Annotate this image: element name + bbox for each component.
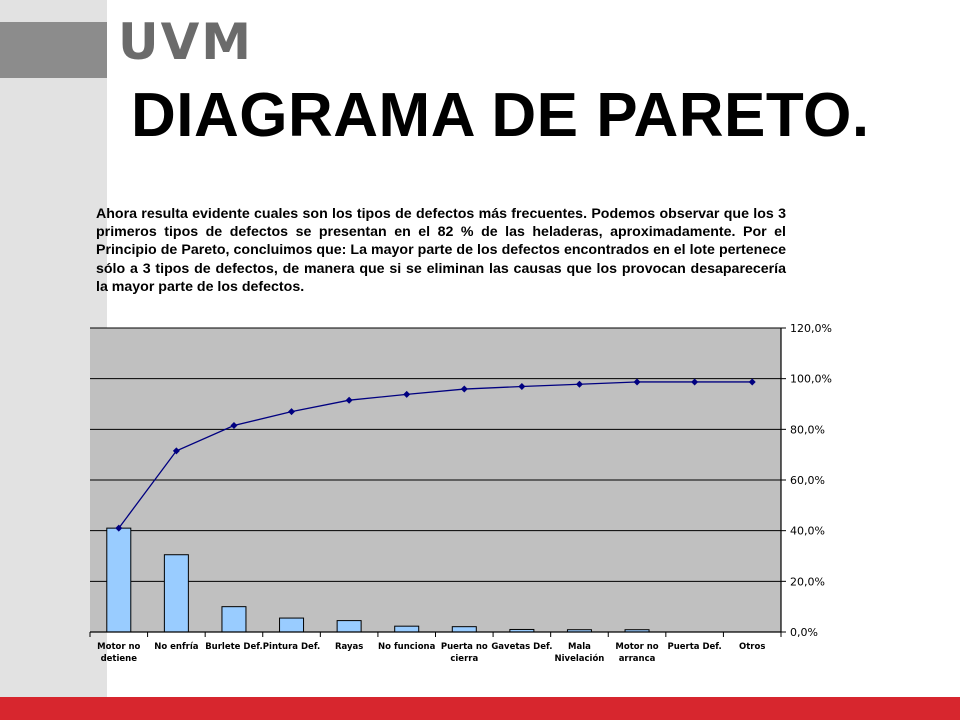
- x-tick-labels: [97, 642, 765, 664]
- x-tick-label: Motor no: [615, 642, 659, 652]
- y-tick-label: 40,0%: [790, 524, 825, 538]
- x-tick-label: Mala: [568, 642, 591, 652]
- bar: [107, 528, 131, 632]
- x-tick-label: Pintura Def.: [262, 642, 321, 652]
- x-tick-label: Puerta Def.: [667, 642, 722, 652]
- y-tick-label: 80,0%: [790, 423, 825, 437]
- y-tick-label: 0,0%: [790, 626, 818, 639]
- bar: [222, 607, 246, 632]
- x-tick-label: Nivelación: [554, 654, 605, 664]
- x-tick-label: Motor no: [97, 642, 141, 652]
- y-tick-label: 120,0%: [790, 322, 832, 335]
- y-tick-labels: [790, 322, 832, 639]
- x-tick-label: No funciona: [378, 642, 436, 652]
- bar: [395, 626, 419, 632]
- x-tick-label: Otros: [739, 642, 766, 652]
- x-tick-label: arranca: [618, 654, 656, 664]
- x-tick-label: Rayas: [334, 642, 364, 652]
- y-tick-label: 60,0%: [790, 474, 825, 487]
- y-tick-label: 20,0%: [790, 575, 825, 589]
- x-tick-label: Puerta no: [440, 642, 488, 652]
- bar: [337, 621, 361, 632]
- slide-body-text: Ahora resulta evidente cuales son los tipos de defectos más frecuentes. Podemos observar que los 3 primeros tipos de defectos se presentan en el 82 % de las heladeras, aproximadamente. Por el Principio de Pareto, concluimos que: La mayor parte de los defectos encontrados en el lote pertenece sólo a 3 tipos de defectos, de manera que si se eliminan las causas que los provocan desaparecería la mayor parte de los defectos.: [96, 206, 786, 295]
- bar: [280, 618, 304, 632]
- slide-title: DIAGRAMA DE PARETO.: [131, 81, 870, 150]
- x-tick-label: Gavetas Def.: [491, 642, 553, 652]
- uvm-logo: UVM: [118, 13, 254, 71]
- bar: [452, 627, 476, 632]
- x-tick-label: No enfría: [154, 642, 199, 652]
- x-tick-label: Burlete Def.: [205, 642, 263, 652]
- bar: [164, 555, 188, 632]
- bottom-accent-bar: [0, 697, 960, 720]
- x-tick-label: cierra: [450, 654, 479, 664]
- y-tick-label: 100,0%: [790, 372, 832, 386]
- x-tick-label: detiene: [100, 654, 138, 664]
